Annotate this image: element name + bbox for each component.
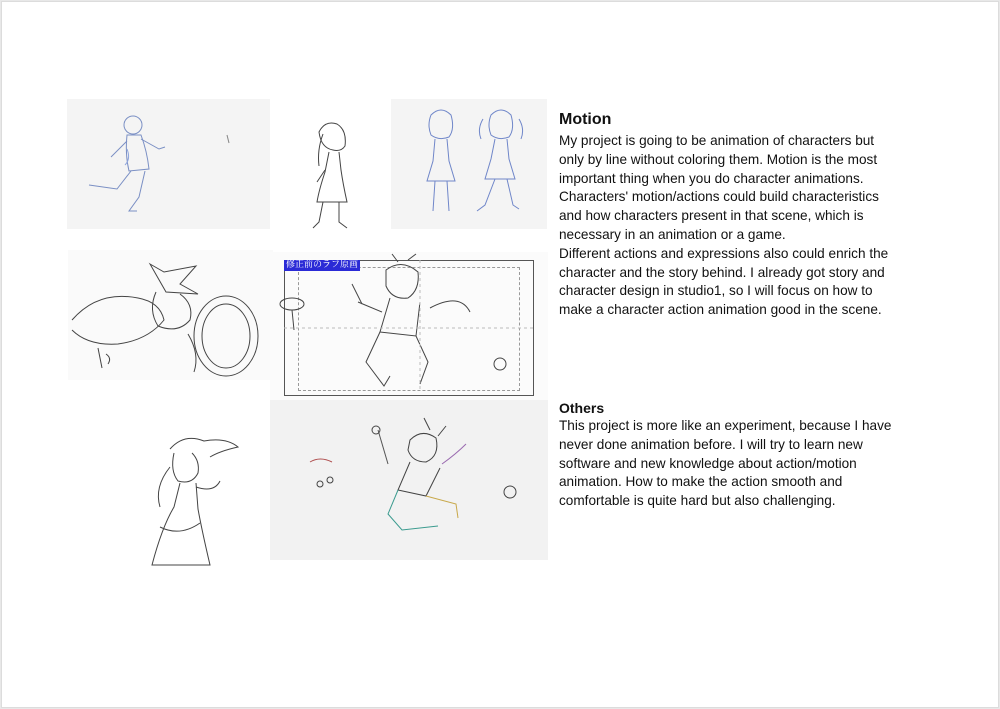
motion-body: My project is going to be animation of characters but only by line without coloring them. Motion is the most important thing when you do character animations. Characters' motion/actions could build characteristics and how characters present in that scene, which is necessary in an animation or a game. Different actions and expressions also could enrich the character and the story behind. I already got story and character design in studio1, so I will focus on how to make a character action animation good in the scene. — [559, 133, 889, 318]
motion-heading: Motion — [559, 111, 612, 128]
sketch-girl-action — [270, 400, 548, 560]
motion-section — [559, 110, 919, 320]
sketch-witch-standing — [140, 427, 252, 569]
others-heading: Others — [559, 400, 605, 416]
document-page — [1, 1, 999, 708]
others-body: This project is more like an experiment, because I have never done animation before. I will try to learn new software and new knowledge about action/motion animation. How to make the action smooth and comfortable is quite hard but also challenging. — [559, 418, 892, 509]
sketch-title-label: 修正前のラフ原画 — [286, 260, 359, 270]
sketch-girl-standing — [289, 110, 379, 238]
others-section — [559, 399, 919, 511]
sketch-girl-racket-frame — [270, 252, 548, 400]
sketch-running-figure — [67, 99, 270, 229]
sketch-witch-shield — [68, 250, 273, 380]
sketch-two-girls — [391, 99, 547, 229]
